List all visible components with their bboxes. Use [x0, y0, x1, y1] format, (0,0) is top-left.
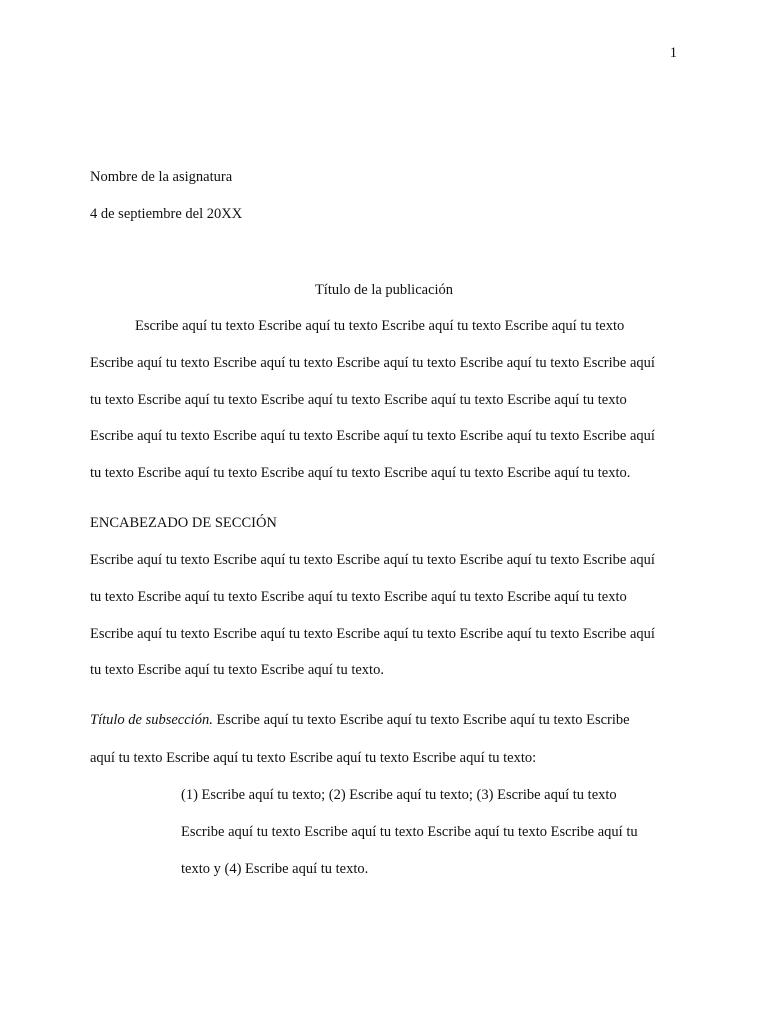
- course-name: Nombre de la asignatura: [90, 169, 233, 185]
- list-line: texto y (4) Escribe aquí tu texto.: [181, 861, 369, 877]
- paragraph-line: Escribe aquí tu texto Escribe aquí tu texto Escribe aquí tu texto Escribe aquí tu texto Escribe aquí: [90, 626, 655, 642]
- paragraph-line: tu texto Escribe aquí tu texto Escribe aquí tu texto.: [90, 662, 384, 678]
- paragraph-line: aquí tu texto Escribe aquí tu texto Escribe aquí tu texto Escribe aquí tu texto:: [90, 750, 537, 766]
- section-heading: ENCABEZADO DE SECCIÓN: [90, 515, 277, 531]
- publication-title: Título de la publicación: [314, 282, 454, 298]
- paragraph-line: tu texto Escribe aquí tu texto Escribe aquí tu texto Escribe aquí tu texto Escribe aquí tu texto: [90, 589, 627, 605]
- subsection-text: Escribe aquí tu texto Escribe aquí tu texto Escribe aquí tu texto Escribe: [212, 712, 630, 728]
- paragraph-line: tu texto Escribe aquí tu texto Escribe aquí tu texto Escribe aquí tu texto Escribe aquí tu texto: [90, 392, 627, 408]
- page-number: 1: [669, 45, 677, 61]
- list-line: (1) Escribe aquí tu texto; (2) Escribe aquí tu texto; (3) Escribe aquí tu texto: [181, 787, 617, 803]
- paragraph-line: Escribe aquí tu texto Escribe aquí tu texto Escribe aquí tu texto Escribe aquí tu texto Escribe aquí: [90, 552, 655, 568]
- list-line: Escribe aquí tu texto Escribe aquí tu texto Escribe aquí tu texto Escribe aquí tu: [181, 824, 638, 840]
- document-date: 4 de septiembre del 20XX: [90, 206, 243, 222]
- subsection-first-line: [90, 711, 630, 729]
- paragraph-line: tu texto Escribe aquí tu texto Escribe aquí tu texto Escribe aquí tu texto Escribe aquí tu texto.: [90, 465, 631, 481]
- paragraph-line: Escribe aquí tu texto Escribe aquí tu texto Escribe aquí tu texto Escribe aquí tu texto: [135, 318, 625, 334]
- paragraph-line: Escribe aquí tu texto Escribe aquí tu texto Escribe aquí tu texto Escribe aquí tu texto Escribe aquí: [90, 355, 655, 371]
- subsection-title: Título de subsección.: [90, 712, 213, 728]
- paragraph-line: Escribe aquí tu texto Escribe aquí tu texto Escribe aquí tu texto Escribe aquí tu texto Escribe aquí: [90, 428, 655, 444]
